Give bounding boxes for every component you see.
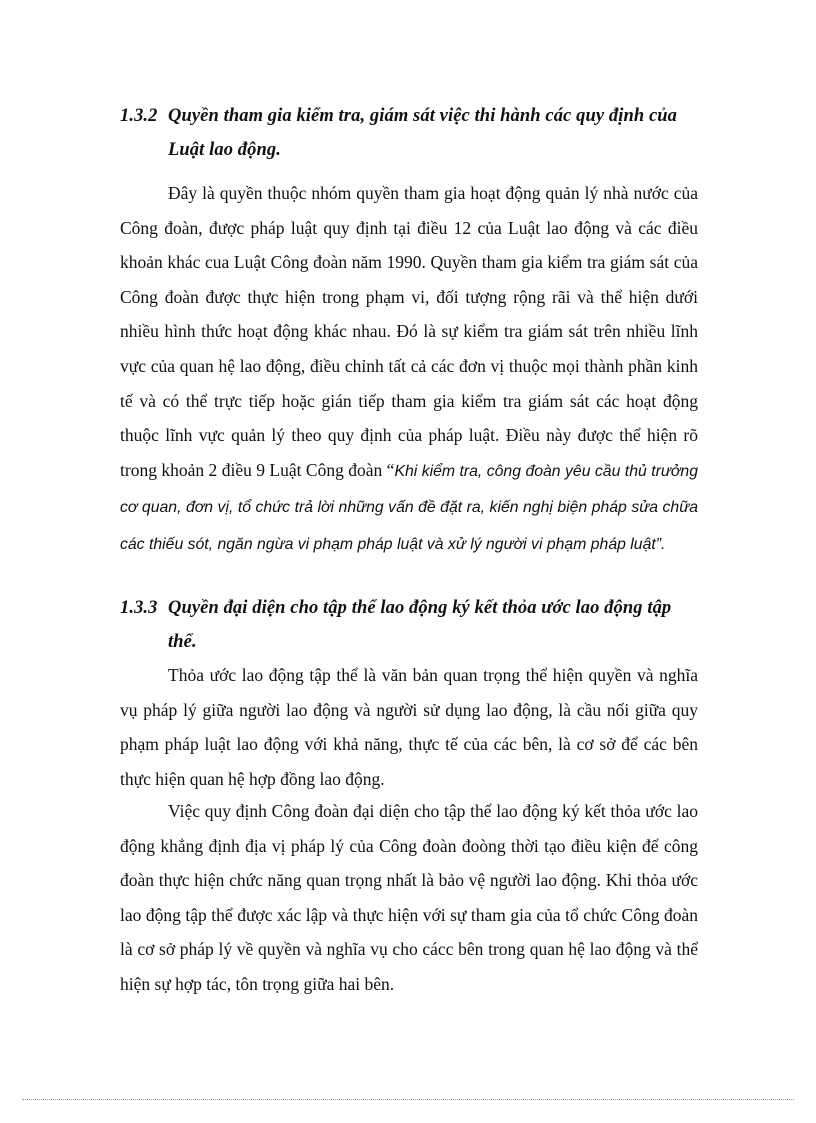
section-title-line-2: Luật lao động. bbox=[168, 140, 281, 160]
section-title-line-1: Quyền đại diện cho tập thể lao động ký kết thỏa ước lao động tập bbox=[168, 598, 672, 618]
section-heading-1-3-2 bbox=[120, 99, 700, 167]
section-number: 1.3.2 bbox=[120, 106, 158, 126]
page-footer-divider bbox=[22, 1099, 794, 1100]
paragraph-union-representation: Việc quy định Công đoàn đại diện cho tập thể lao động ký kết thỏa ước lao động khẳng định địa vị pháp lý của Công đoàn đoòng thời tạo điều kiện để công đoàn thực hiện chức năng quan trọng nhất là bảo vệ người lao động. Khi thỏa ước lao động tập thể được xác lập và thực hiện với sự tham gia của tổ chức Công đoàn là cơ sở pháp lý về quyền và nghĩa vụ cho cácc bên trong quan hệ lao động và thể hiện sự hợp tác, tôn trọng giữa hai bên. bbox=[120, 801, 698, 994]
paragraph-text: Đây là quyền thuộc nhóm quyền tham gia hoạt động quản lý nhà nước của Công đoàn, được pháp luật quy định tại điều 12 của Luật lao động và các điều khoản khác cua Luật Công đoàn năm 1990. Quyền tham gia kiểm tra giám sát của Công đoàn được thực hiện trong phạm vi, đối tượng rộng rãi và thể hiện dưới nhiều hình thức hoạt động khác nhau. Đó là sự kiểm tra giám sát trên nhiều lĩnh vực của quan hệ lao động, điều chỉnh tất cả các đơn vị thuộc mọi thành phần kinh tế và có thể trực tiếp hoặc gián tiếp tham gia kiểm tra giám sát các hoạt động thuộc lĩnh vực quản lý theo quy định của pháp luật. Điều này được thể hiện rõ trong khoản 2 điều 9 Luật Công đoàn “ bbox=[120, 183, 698, 480]
paragraph-collective-agreement: Thỏa ước lao động tập thể là văn bản quan trọng thể hiện quyền và nghĩa vụ pháp lý giữa người lao động và người sử dụng lao động, là cầu nối giữa quy phạm pháp luật lao động với khả năng, thực tế của các bên, là cơ sở để các bên thực hiện quan hệ hợp đồng lao động. bbox=[120, 665, 698, 789]
law-quote: Khi kiểm tra, công đoàn yêu cầu thủ trưởng cơ quan, đơn vị, tổ chức trả lời những vấn đề đặt ra, kiến nghị biện pháp sửa chữa các thiếu sót, ngăn ngừa vi phạm pháp luật và xử lý người vi phạm pháp luật”. bbox=[120, 462, 698, 553]
section-heading-1-3-3 bbox=[120, 591, 700, 659]
paragraph-union-inspection bbox=[120, 176, 698, 563]
section-title-line-1: Quyền tham gia kiểm tra, giám sát việc thi hành các quy định của bbox=[168, 106, 678, 126]
section-title-line-2: thể. bbox=[168, 632, 197, 652]
section-number: 1.3.3 bbox=[120, 598, 158, 618]
